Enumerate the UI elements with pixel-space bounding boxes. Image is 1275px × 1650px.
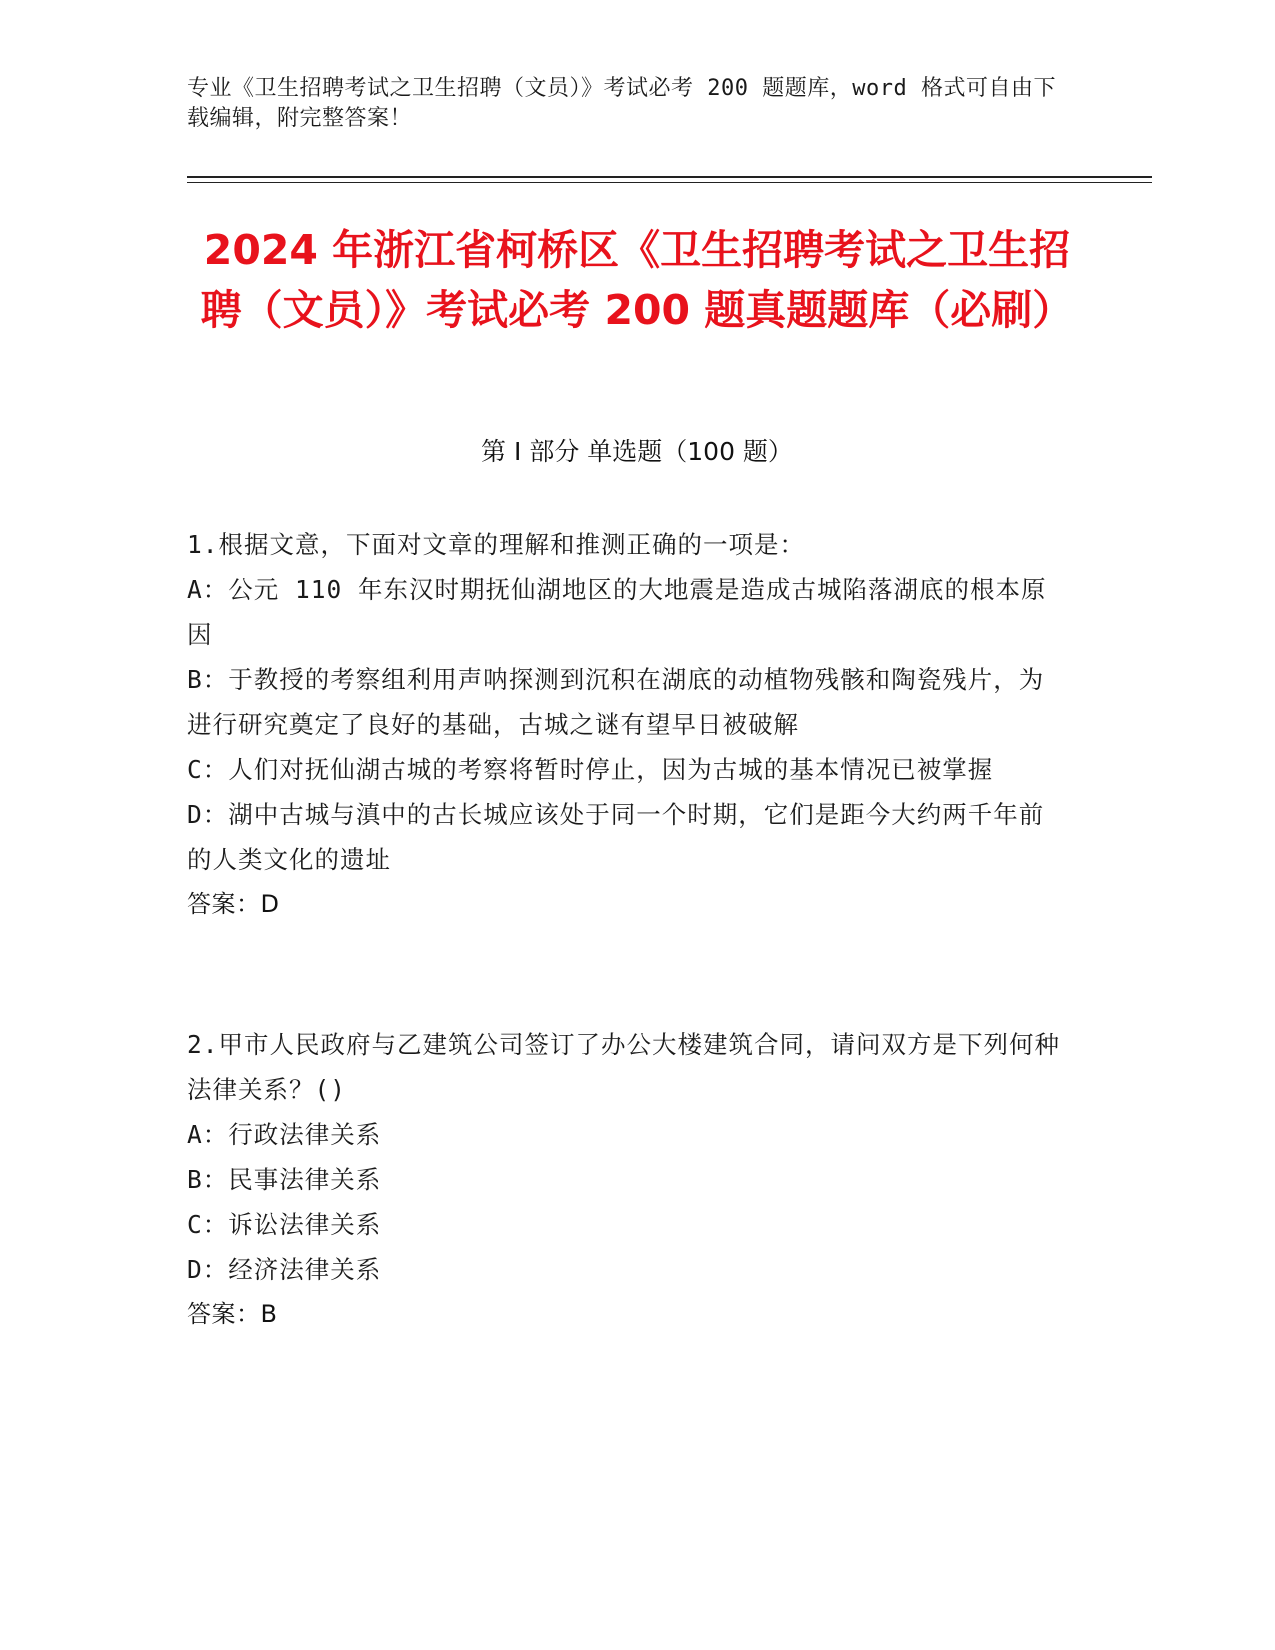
option-a: A：行政法律关系 bbox=[187, 1120, 382, 1149]
option-d: D：湖中古城与滇中的古长城应该处于同一个时期，它们是距今大约两千年前的人类文化的遗址 bbox=[187, 800, 1045, 874]
section-heading: 第 I 部分 单选题（100 题） bbox=[481, 437, 793, 466]
answer: 答案：D bbox=[187, 890, 280, 918]
header-rule-thin bbox=[187, 182, 1152, 183]
option-b: B：民事法律关系 bbox=[187, 1165, 382, 1194]
document-title: 2024 年浙江省柯桥区《卫生招聘考试之卫生招聘（文员）》考试必考 200 题真题题库（必刷） bbox=[200, 226, 1074, 334]
option-d: D：经济法律关系 bbox=[187, 1255, 382, 1284]
question-stem: 2.甲市人民政府与乙建筑公司签订了办公大楼建筑合同，请问双方是下列何种法律关系？() bbox=[187, 1030, 1060, 1104]
header-note: 专业《卫生招聘考试之卫生招聘（文员）》考试必考 200 题题库，word 格式可自由下载编辑，附完整答案！ bbox=[187, 76, 1056, 131]
question-2 bbox=[187, 1022, 1067, 1337]
question-stem: 1.根据文意，下面对文章的理解和推测正确的一项是： bbox=[187, 530, 805, 559]
option-c: C：诉讼法律关系 bbox=[187, 1210, 382, 1239]
header-rule-thick bbox=[187, 176, 1152, 178]
option-b: B：于教授的考察组利用声呐探测到沉积在湖底的动植物残骸和陶瓷残片，为进行研究奠定了良好的基础，古城之谜有望早日被破解 bbox=[187, 665, 1045, 739]
answer: 答案：B bbox=[187, 1300, 278, 1328]
option-c: C：人们对抚仙湖古城的考察将暂时停止，因为古城的基本情况已被掌握 bbox=[187, 755, 994, 784]
question-1 bbox=[187, 522, 1067, 927]
option-a: A：公元 110 年东汉时期抚仙湖地区的大地震是造成古城陷落湖底的根本原因 bbox=[187, 575, 1047, 649]
